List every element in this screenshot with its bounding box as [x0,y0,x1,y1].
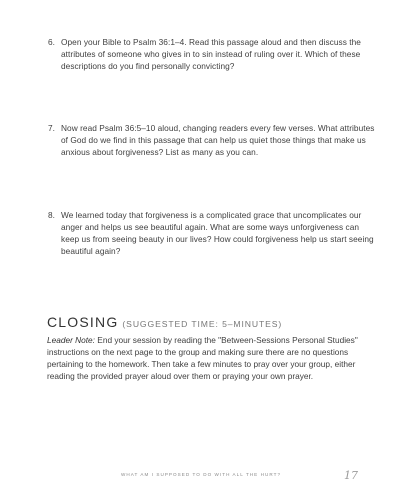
closing-title: CLOSING [47,314,119,330]
question-8 [48,209,378,257]
question-text: We learned today that forgiveness is a complicated grace that uncomplicates our anger and helps us see beautiful again. What are some ways unforgiveness can keep us from seeing beauty in our lives? How could forgiveness help us start seeing beautiful again? [61,210,374,256]
question-text: Now read Psalm 36:5–10 aloud, changing readers every few verses. What attributes of God do we find in this passage that can help us quiet those things that make us anxious about forgiveness? List as many as you can. [61,123,375,157]
question-text: Open your Bible to Psalm 36:1–4. Read this passage aloud and then discuss the attributes of someone who gives in to sin instead of ruling over it. Which of these descriptions do you find personally convicting? [61,37,361,71]
leader-note-text: End your session by reading the "Between-Sessions Personal Studies" instructions on the next page to the group and making sure there are no questions pertaining to the homework. Then take a few minutes to pray over your group, either reading the provided prayer aloud over them or praying your own prayer. [47,335,358,382]
closing-paragraph [47,334,377,382]
page-number: 17 [344,469,358,482]
closing-suggested-time: (SUGGESTED TIME: 5–MINUTES) [122,319,283,329]
closing-heading [47,314,282,332]
question-number: 6. [48,37,56,47]
question-7 [48,122,378,158]
question-6 [48,36,378,72]
question-number: 8. [48,210,56,220]
running-title: WHAT AM I SUPPOSED TO DO WITH ALL THE HURT? [121,472,282,477]
question-number: 7. [48,123,56,133]
leader-note-label: Leader Note: [47,335,95,345]
